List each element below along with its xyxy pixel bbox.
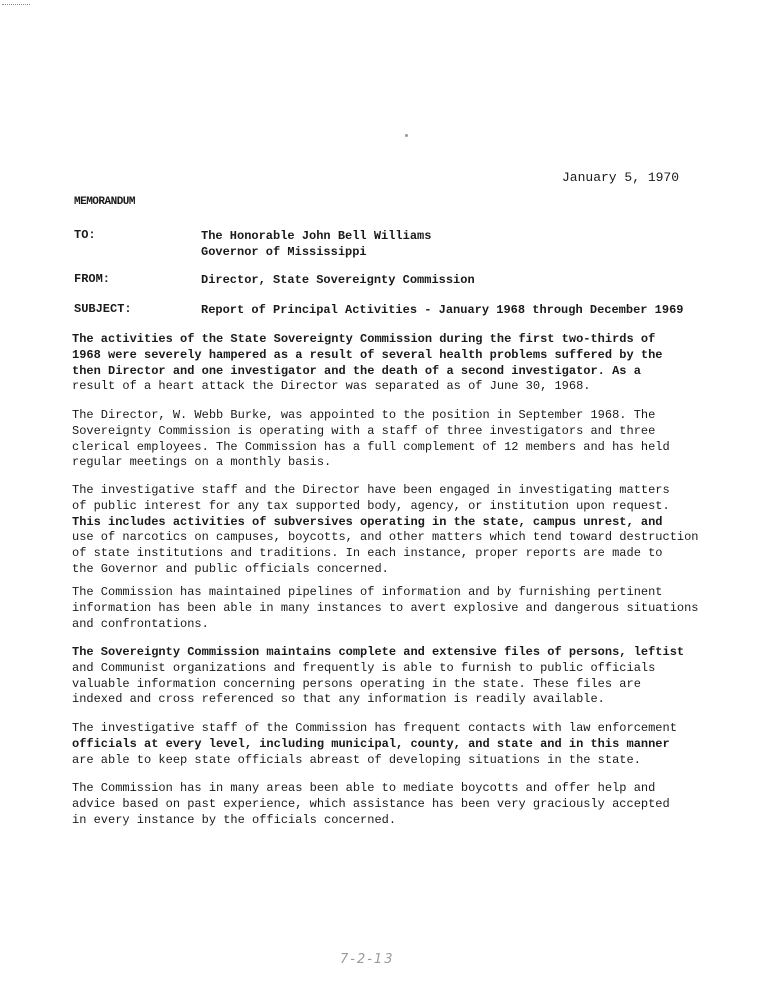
paragraph-line: indexed and cross referenced so that any information is readily available.: [72, 692, 605, 707]
paragraph-line: The Commission has maintained pipelines of information and by furnishing pertinent: [72, 585, 663, 599]
paragraph-line: in every instance by the officials concerned.: [72, 812, 397, 827]
paragraph-line: The activities of the State Sovereignty Commission during the first two-thirds of: [72, 332, 656, 346]
paragraph-line: and Communist organizations and frequently is able to furnish to public officials: [72, 660, 656, 675]
paragraph-line: valuable information concerning persons operating in the state. These files are: [72, 676, 641, 691]
corner-scan-mark: [2, 4, 30, 5]
paragraph-line: are able to keep state officials abreast of developing situations in the state.: [72, 752, 641, 767]
paragraph-line: Sovereignty Commission is operating with a staff of three investigators and three: [72, 423, 656, 438]
paragraph-line: The investigative staff of the Commission has frequent contacts with law enforcement: [72, 721, 677, 735]
to-line: The Honorable John Bell Williams: [201, 229, 432, 243]
archive-page-number: 7-2-13: [340, 952, 395, 967]
memo-date: January 5, 1970: [562, 170, 680, 185]
paragraph-law-enforcement: [72, 721, 737, 768]
paragraph-line: The investigative staff and the Director have been engaged in investigating matters: [72, 483, 670, 497]
memo-label: MEMORANDUM: [74, 196, 136, 208]
subject-label: SUBJECT:: [74, 302, 132, 316]
paragraph-line: result of a heart attack the Director was separated as of June 30, 1968.: [72, 379, 591, 394]
paragraph-line: 1968 were severely hampered as a result of several health problems suffered by the: [72, 347, 663, 362]
to-value: [201, 228, 431, 260]
paragraph-line: The Director, W. Webb Burke, was appointed to the position in September 1968. The: [72, 408, 656, 422]
paragraph-health-problems: [72, 332, 737, 395]
paragraph-director-staff: [72, 408, 737, 471]
paragraph-line: use of narcotics on campuses, boycotts, and other matters which tend toward destruction: [72, 530, 699, 545]
subject-value: Report of Principal Activities - January 1968 through December 1969: [201, 303, 684, 317]
paragraph-line: regular meetings on a monthly basis.: [72, 455, 332, 470]
paragraph-line: The Sovereignty Commission maintains complete and extensive files of persons, leftist: [72, 645, 685, 659]
paragraph-investigations: [72, 483, 737, 578]
paragraph-line: and confrontations.: [72, 616, 209, 631]
from-label: FROM:: [74, 272, 111, 286]
paragraph-line: advice based on past experience, which assistance has been very graciously accepted: [72, 796, 670, 811]
to-line: Governor of Mississippi: [201, 245, 367, 259]
paragraph-line: This includes activities of subversives operating in the state, campus unrest, and: [72, 514, 663, 529]
paragraph-files: [72, 645, 737, 708]
paragraph-mediation: [72, 781, 737, 828]
to-label: TO:: [74, 228, 96, 242]
paragraph-line: of state institutions and traditions. In each instance, proper reports are made to: [72, 546, 663, 561]
paragraph-line: the Governor and public officials concerned.: [72, 561, 389, 576]
paragraph-line: then Director and one investigator and the death of a second investigator. As a: [72, 363, 641, 378]
paragraph-pipelines: [72, 585, 737, 632]
paragraph-line: officials at every level, including municipal, county, and state and in this manner: [72, 736, 670, 751]
paragraph-line: The Commission has in many areas been able to mediate boycotts and offer help and: [72, 781, 656, 795]
paragraph-line: of public interest for any tax supported body, agency, or institution upon request.: [72, 498, 670, 513]
scan-speck: [405, 134, 408, 137]
from-value: Director, State Sovereignty Commission: [201, 273, 475, 287]
paragraph-line: information has been able in many instances to avert explosive and dangerous situations: [72, 600, 699, 615]
paragraph-line: clerical employees. The Commission has a full complement of 12 members and has held: [72, 439, 670, 454]
